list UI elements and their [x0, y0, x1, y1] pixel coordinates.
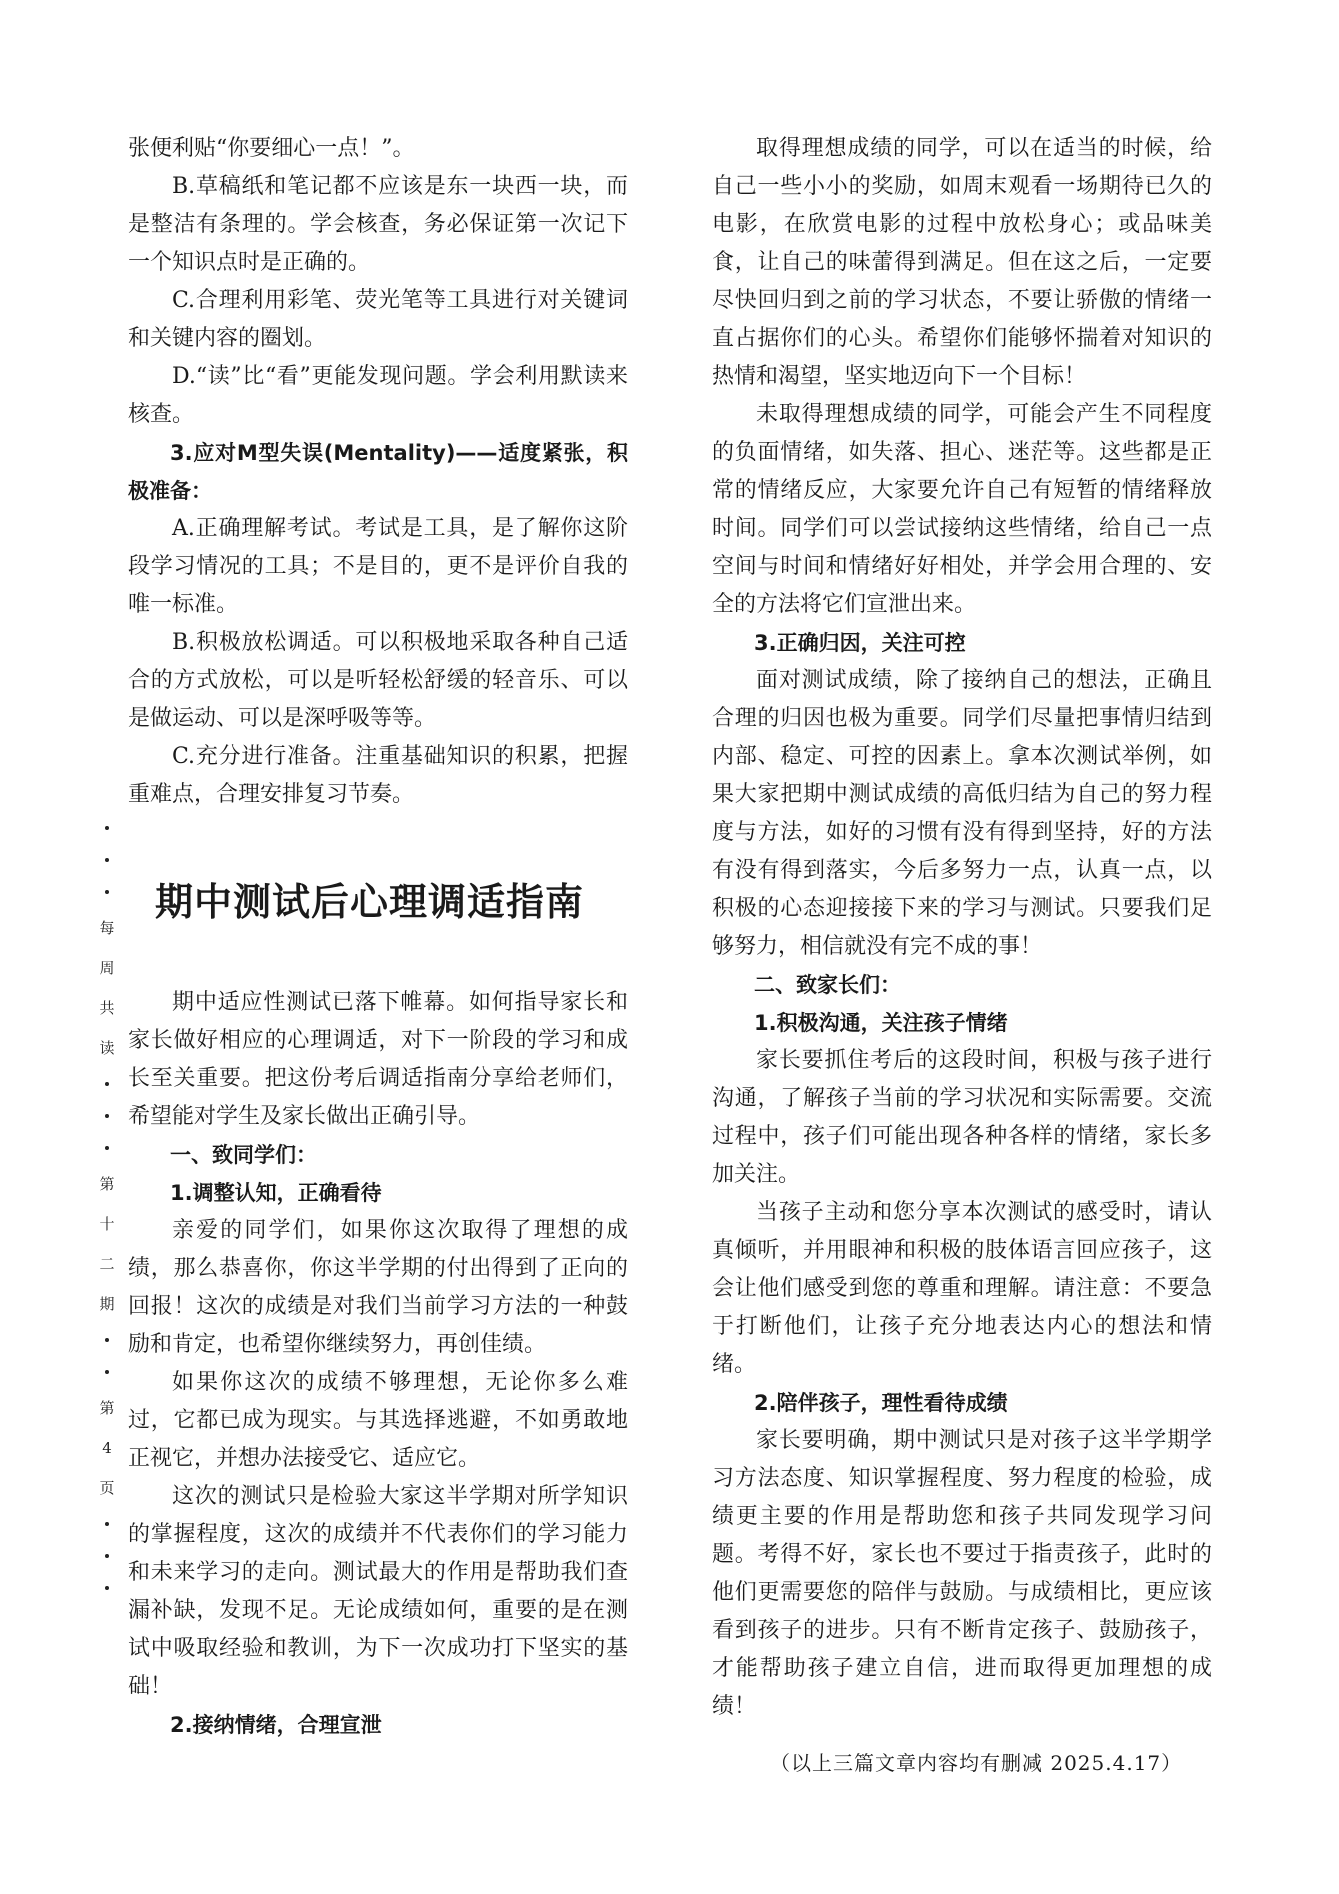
dot-divider	[105, 826, 109, 830]
dot-divider	[105, 1554, 109, 1558]
section-heading: 一、致同学们：	[170, 1143, 317, 1167]
sidebar-char: 周	[99, 959, 115, 977]
sidebar-char: 期	[99, 1295, 115, 1313]
issue-sidebar	[96, 812, 118, 1604]
dot-divider	[105, 1082, 109, 1086]
dot-divider	[105, 1146, 109, 1150]
dot-divider	[105, 1338, 109, 1342]
paragraph: 如果你这次的成绩不够理想，无论你多么难过，它都已成为现实。与其选择逃避，不如勇敢地正视它，并想办法接受它、适应它。	[128, 1370, 628, 1471]
article-title: 期中测试后心理调适指南	[155, 880, 585, 924]
dot-divider	[105, 1522, 109, 1526]
sidebar-char: 第	[99, 1399, 115, 1417]
subsection-heading: 2.接纳情绪，合理宣泄	[170, 1713, 382, 1737]
dot-divider	[105, 1370, 109, 1374]
sidebar-char: 二	[99, 1255, 115, 1273]
dot-divider	[105, 890, 109, 894]
paragraph: 这次的测试只是检验大家这半学期对所学知识的掌握程度，这次的成绩并不代表你们的学习能力和未来学习的走向。测试最大的作用是帮助我们查漏补缺，发现不足。无论成绩如何，重要的是在测试中吸取经验和教训，为下一次成功打下坚实的基础！	[128, 1484, 628, 1699]
paragraph: 张便利贴“你要细心一点！”。	[128, 136, 415, 161]
dot-divider	[105, 858, 109, 862]
paragraph: 期中适应性测试已落下帷幕。如何指导家长和家长做好相应的心理调适，对下一阶段的学习和成长至关重要。把这份考后调适指南分享给老师们，希望能对学生及家长做出正确引导。	[128, 990, 628, 1129]
paragraph: A.正确理解考试。考试是工具，是了解你这阶段学习情况的工具；不是目的，更不是评价自我的唯一标准。	[128, 516, 628, 617]
right-column	[712, 130, 1212, 1726]
dot-divider	[105, 1114, 109, 1118]
sidebar-char: 第	[99, 1175, 115, 1193]
subsection-heading: 1.调整认知，正确看待	[170, 1181, 382, 1205]
sidebar-char: 十	[99, 1215, 115, 1233]
sidebar-char: 页	[99, 1479, 115, 1497]
paragraph: B.草稿纸和笔记都不应该是东一块西一块，而是整洁有条理的。学会核查，务必保证第一次记下一个知识点时是正确的。	[128, 174, 628, 275]
paragraph: 取得理想成绩的同学，可以在适当的时候，给自己一些小小的奖励，如周末观看一场期待已久的电影，在欣赏电影的过程中放松身心；或品味美食，让自己的味蕾得到满足。但在这之后，一定要尽快回归到之前的学习状态，不要让骄傲的情绪一直占据你们的心头。希望你们能够怀揣着对知识的热情和渴望，坚实地迈向下一个目标！	[712, 136, 1212, 389]
subsection-heading: 1.积极沟通，关注孩子情绪	[754, 1011, 1008, 1035]
paragraph: 家长要明确，期中测试只是对孩子这半学期学习方法态度、知识掌握程度、努力程度的检验，成绩更主要的作用是帮助您和孩子共同发现学习问题。考得不好，家长也不要过于指责孩子，此时的他们更需要您的陪伴与鼓励。与成绩相比，更应该看到孩子的进步。只有不断肯定孩子、鼓励孩子，才能帮助孩子建立自信，进而取得更加理想的成绩！	[712, 1428, 1212, 1719]
sidebar-char: 共	[99, 999, 115, 1017]
paragraph: 亲爱的同学们，如果你这次取得了理想的成绩，那么恭喜你，你这半学期的付出得到了正向的回报！这次的成绩是对我们当前学习方法的一种鼓励和肯定，也希望你继续努力，再创佳绩。	[128, 1218, 628, 1357]
paragraph: B.积极放松调适。可以积极地采取各种自己适合的方式放松，可以是听轻松舒缓的轻音乐、可以是做运动、可以是深呼吸等等。	[128, 630, 628, 731]
left-column	[128, 130, 628, 1744]
sidebar-char: 读	[99, 1039, 115, 1057]
sidebar-char: 4	[102, 1439, 112, 1457]
sidebar-char: 每	[99, 919, 115, 937]
paragraph: 面对测试成绩，除了接纳自己的想法，正确且合理的归因也极为重要。同学们尽量把事情归结到内部、稳定、可控的因素上。拿本次测试举例，如果大家把期中测试成绩的高低归结为自己的努力程度与方法，如好的习惯有没有得到坚持，好的方法有没有得到落实，今后多努力一点，认真一点，以积极的心态迎接接下来的学习与测试。只要我们足够努力，相信就没有完不成的事！	[712, 668, 1212, 959]
paragraph: 家长要抓住考后的这段时间，积极与孩子进行沟通，了解孩子当前的学习状况和实际需要。交流过程中，孩子们可能出现各种各样的情绪，家长多加关注。	[712, 1048, 1212, 1187]
paragraph: 未取得理想成绩的同学，可能会产生不同程度的负面情绪，如失落、担心、迷茫等。这些都是正常的情绪反应，大家要允许自己有短暂的情绪释放时间。同学们可以尝试接纳这些情绪，给自己一点空间与时间和情绪好好相处，并学会用合理的、安全的方法将它们宣泄出来。	[712, 402, 1212, 617]
paragraph: C.合理利用彩笔、荧光笔等工具进行对关键词和关键内容的圈划。	[128, 288, 628, 351]
subsection-heading: 2.陪伴孩子，理性看待成绩	[754, 1391, 1008, 1415]
section-heading: 二、致家长们：	[754, 973, 901, 997]
paragraph: D.“读”比“看”更能发现问题。学会利用默读来核查。	[128, 364, 628, 427]
subsection-heading: 3.正确归因，关注可控	[754, 631, 966, 655]
footnote: （以上三篇文章内容均有删减 2025.4.17）	[770, 1751, 1183, 1775]
section-heading: 3.应对M型失误(Mentality)——适度紧张，积极准备：	[128, 441, 628, 503]
paragraph: 当孩子主动和您分享本次测试的感受时，请认真倾听，并用眼神和积极的肢体语言回应孩子，这会让他们感受到您的尊重和理解。请注意：不要急于打断他们，让孩子充分地表达内心的想法和情绪。	[712, 1200, 1212, 1377]
dot-divider	[105, 1586, 109, 1590]
paragraph: C.充分进行准备。注重基础知识的积累，把握重难点，合理安排复习节奏。	[128, 744, 628, 807]
